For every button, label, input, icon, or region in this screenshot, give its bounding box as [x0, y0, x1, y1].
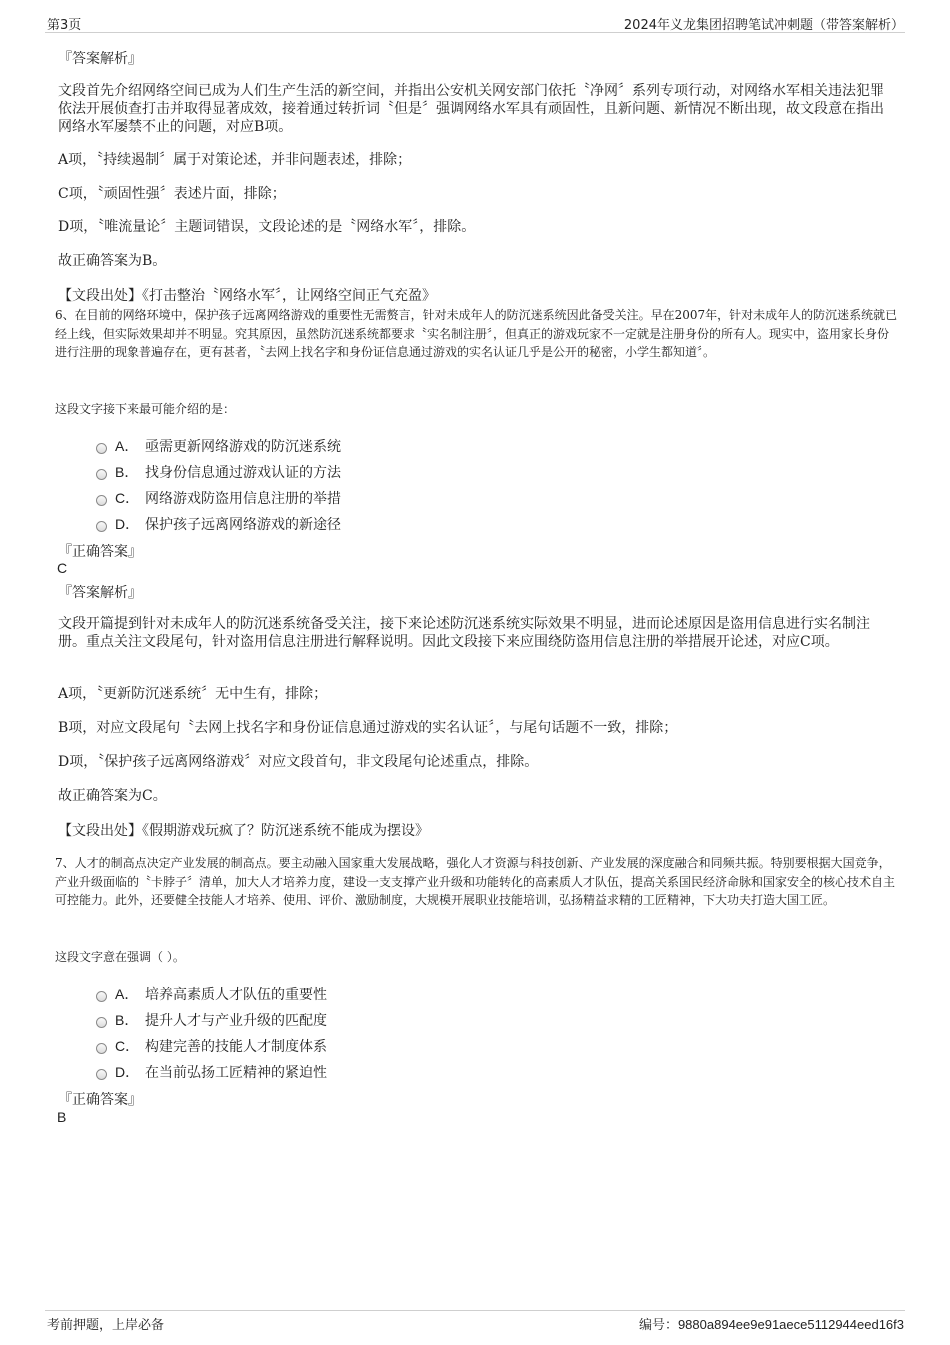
- document-code: 编号：9880a894ee9e91aece5112944eed16f3: [638, 1317, 904, 1332]
- footer-divider: [45, 1310, 905, 1311]
- q6-note-b: B项，对应文段尾句〝去网上找名字和身份证信息通过游戏的实名认证〞，与尾句话题不一致，排除；: [58, 720, 678, 736]
- page-number: 第3页: [47, 18, 82, 33]
- radio-icon[interactable]: [96, 443, 107, 454]
- radio-icon[interactable]: [96, 495, 107, 506]
- q7-option-c[interactable]: C． 构建完善的技能人才制度体系: [96, 1036, 327, 1056]
- q7-question: 7、人才的制高点决定产业发展的制高点。要主动融入国家重大发展战略，强化人才资源与科技创新、产业发展的深度融合和同频共振。特别要根据大国竞争，产业升级面临的〝卡脖子〞清单，加大人才培养力度，建设一支支撑产业升级和功能转化的高素质人才队伍，提高关系国民经济命脉和国家安全的核心技术自主可控能力。此外，还要健全技能人才培养、使用、评价、激励制度，大规模开展职业技能培训，弘扬精益求精的工匠精神，下大功夫打造大国工匠。: [55, 856, 896, 907]
- q5-analysis: 文段首先介绍网络空间已成为人们生产生活的新空间，并指出公安机关网安部门依托〝净网〞系列专项行动，对网络水军相关违法犯罪依法开展侦查打击并取得显著成效，接着通过转折词〝但是〞强调网络水军具有顽固性，且新问题、新情况不断出现，故文段意在指出网络水军屡禁不止的问题，对应B项。: [58, 83, 884, 135]
- q6-note-d: D项，〝保护孩子远离网络游戏〞对应文段首句，非文段尾句论述重点，排除。: [58, 754, 539, 770]
- q5-conclusion: 故正确答案为B。: [58, 253, 167, 269]
- q5-note-d: D项，〝唯流量论〞主题词错误，文段论述的是〝网络水军〞，排除。: [58, 219, 476, 235]
- radio-icon[interactable]: [96, 469, 107, 480]
- document-title: 2024年义龙集团招聘笔试冲刺题（带答案解析）: [623, 18, 904, 33]
- q6-option-c[interactable]: C． 网络游戏防盗用信息注册的举措: [96, 488, 341, 508]
- q6-stem: 这段文字接下来最可能介绍的是：: [55, 402, 236, 416]
- q7-stem: 这段文字意在强调（ ）。: [55, 950, 185, 964]
- q6-conclusion: 故正确答案为C。: [58, 788, 167, 804]
- q7-answer-label: 『正确答案』: [58, 1092, 142, 1108]
- header-divider: [45, 32, 905, 33]
- footer-slogan: 考前押题，上岸必备: [47, 1318, 165, 1333]
- radio-icon[interactable]: [96, 1017, 107, 1028]
- q7-option-b[interactable]: B． 提升人才与产业升级的匹配度: [96, 1010, 327, 1030]
- q6-analysis-label: 『答案解析』: [58, 585, 142, 601]
- q6-option-a[interactable]: A． 亟需更新网络游戏的防沉迷系统: [96, 436, 341, 456]
- q6-note-a: A项，〝更新防沉迷系统〞无中生有，排除；: [58, 686, 328, 702]
- radio-icon[interactable]: [96, 1069, 107, 1080]
- radio-icon[interactable]: [96, 521, 107, 532]
- radio-icon[interactable]: [96, 991, 107, 1002]
- q6-source: 【文段出处】《假期游戏玩疯了？防沉迷系统不能成为摆设》: [58, 823, 429, 839]
- q7-answer: B: [57, 1109, 67, 1125]
- q6-option-d[interactable]: D． 保护孩子远离网络游戏的新途径: [96, 514, 341, 534]
- radio-icon[interactable]: [96, 1043, 107, 1054]
- q5-note-a: A项，〝持续遏制〞属于对策论述，并非问题表述，排除；: [58, 152, 412, 168]
- q5-source: 【文段出处】《打击整治〝网络水军〞，让网络空间正气充盈》: [58, 288, 436, 304]
- q6-analysis: 文段开篇提到针对未成年人的防沉迷系统备受关注，接下来论述防沉迷系统实际效果不明显，进而论述原因是盗用信息进行实名制注册。重点关注文段尾句，针对盗用信息注册进行解释说明。因此文段接下来应围绕防盗用信息注册的举措展开论述，对应C项。: [58, 616, 870, 650]
- q6-option-b[interactable]: B． 找身份信息通过游戏认证的方法: [96, 462, 341, 482]
- q7-option-a[interactable]: A． 培养高素质人才队伍的重要性: [96, 984, 327, 1004]
- q5-analysis-label: 『答案解析』: [58, 51, 142, 67]
- q6-answer-label: 『正确答案』: [58, 544, 142, 560]
- q6-answer: C: [57, 560, 68, 576]
- q6-question: 6、在目前的网络环境中，保护孩子远离网络游戏的重要性无需赘言，针对未成年人的防沉迷系统因此备受关注。早在2007年，针对未成年人的防沉迷系统就已经上线，但实际效果却并不明显。究其原因，虽然防沉迷系统都要求〝实名制注册〞，但真正的游戏玩家不一定就是注册身份的所有人。现实中，盗用家长身份进行注册的现象普遍存在，更有甚者，〝去网上找名字和身份证信息通过游戏的实名认证几乎是公开的秘密，小学生都知道〞。: [55, 308, 898, 359]
- q7-option-d[interactable]: D． 在当前弘扬工匠精神的紧迫性: [96, 1062, 327, 1082]
- q5-note-c: C项，〝顽固性强〞表述片面，排除；: [58, 186, 286, 202]
